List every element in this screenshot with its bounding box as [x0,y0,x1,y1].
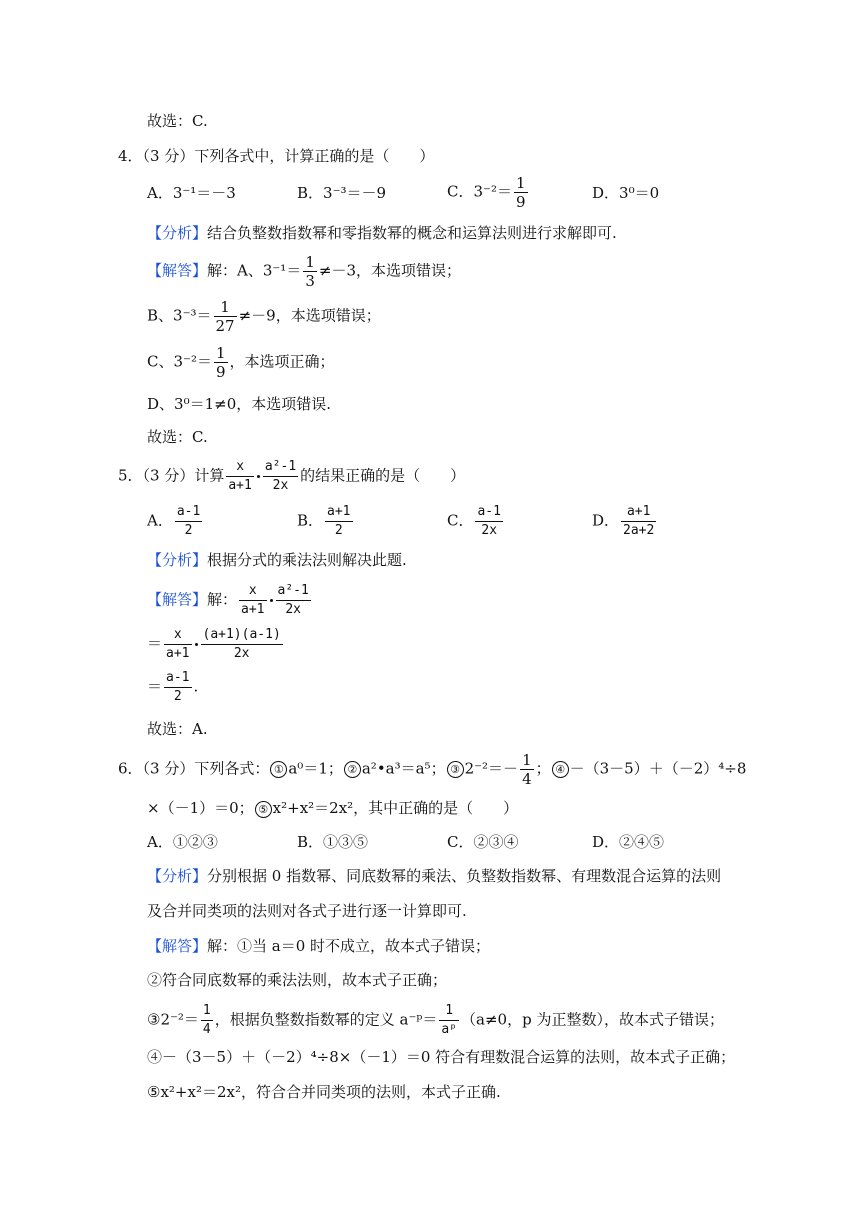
q4-analysis: 【分析】结合负整数指数幂和零指数幂的概念和运算法则进行求解即可. [147,224,617,242]
q4-solution-line2: B、3⁻³＝ $\frac{1}{27}$ ≠－9，本选项错误； [147,298,381,335]
q6-analysis-line2: 及合并同类项的法则对各式子进行逐一计算即可. [147,902,467,920]
q5-solution-line3: ＝ $\frac{a-1}{2}$ . [147,670,199,704]
q4-option-b: B．3⁻³＝－9 [297,184,387,202]
fraction: $\frac{1}{9}$ [515,174,526,211]
q5-solution-line1: 【解答】解： $\frac{x}{a+1}$ $\frac{\text{a²-1}}{2x}$ [147,583,309,617]
q6-solution-line2: ②符合同底数幂的乘法法则，故本式子正确； [147,971,448,989]
q6-stem-line2: ×（－1）＝0； ⑤ x²+x²＝2x²，其中正确的是（ ） [147,799,519,817]
q5-option-c: C． $\frac{a-1}{2x}$ [447,504,501,538]
q6-solution-line5: ⑤x²+x²＝2x²，符合合并同类项的法则，本式子正确. [147,1083,501,1101]
q4-solution-line1: 【解答】解：A、3⁻¹＝ $\frac{1}{3}$ ≠－3，本选项错误； [147,253,461,290]
q6-solution-line1: 【解答】解：①当 a＝0 时不成立，故本式子错误； [147,937,491,955]
q5-answer: 故选：A. [147,720,208,738]
q6-option-a: A．①②③ [147,833,218,851]
q5-solution-line2: ＝ $\frac{x}{a+1}$ $\frac{(a+1)(a-1)}{2x}$ [147,627,281,661]
q5-option-b: B． $\frac{a+1}{2}$ [297,504,351,538]
circled-1: ① [270,761,287,778]
multiply-dot [257,475,260,478]
q5-stem: 5．（3 分）计算 $\frac{x}{a+1}$ $\frac{\text{a²-1}}{2x}$ 的结果正确的是（ ） [118,459,466,493]
q4-solution-line3: C、3⁻²＝ $\frac{1}{9}$ ，本选项正确； [147,344,335,381]
q6-option-c: C．②③④ [447,833,519,851]
q5-analysis: 【分析】根据分式的乘法法则解决此题. [147,551,407,569]
q6-option-d: D．②④⑤ [592,833,665,851]
q5-option-d: D． $\frac{a+1}{2a+2}$ [592,504,655,538]
q6-option-b: B．①③⑤ [297,833,369,851]
q4-option-a: A．3⁻¹＝－3 [147,184,236,202]
q4-answer: 故选：C. [147,428,208,446]
q6-solution-line4: ④－（3－5）＋（－2）⁴÷8×（－1）＝0 符合有理数混合运算的法则，故本式子正确； [147,1048,736,1066]
q5-option-a: A． $\frac{a-1}{2}$ [147,504,201,538]
q6-solution-line3: ③2⁻²＝ $\frac{1}{4}$ ，根据负整数指数幂的定义 a⁻ᵖ＝ $\frac{1}{\text{aᵖ}}$ （a≠0，p 为正整数），故本式子错误； [147,1003,724,1037]
solution-tag: 【解答】 [147,261,208,280]
q6-analysis-line1: 【分析】分别根据 0 指数幂、同底数幂的乘法、负整数指数幂、有理数混合运算的法则 [147,867,722,885]
q3-answer: 故选：C. [147,112,208,130]
q4-solution-line4: D、3⁰＝1≠0，本选项错误. [147,395,332,413]
q4-stem: 4．（3 分）下列各式中，计算正确的是（ ） [118,147,435,165]
q6-stem-line1: 6．（3 分）下列各式： ① a⁰＝1； ② a²•a³＝a⁵； ③ 2⁻²＝－ $\frac{1}{4}$ ； ④ －（3－5）＋（－2）⁴÷8 [118,751,747,788]
q4-option-d: D．3⁰＝0 [592,184,660,202]
analysis-tag: 【分析】 [147,224,208,242]
q4-option-c: C．3⁻²＝ $\frac{1}{9}$ [447,174,526,211]
